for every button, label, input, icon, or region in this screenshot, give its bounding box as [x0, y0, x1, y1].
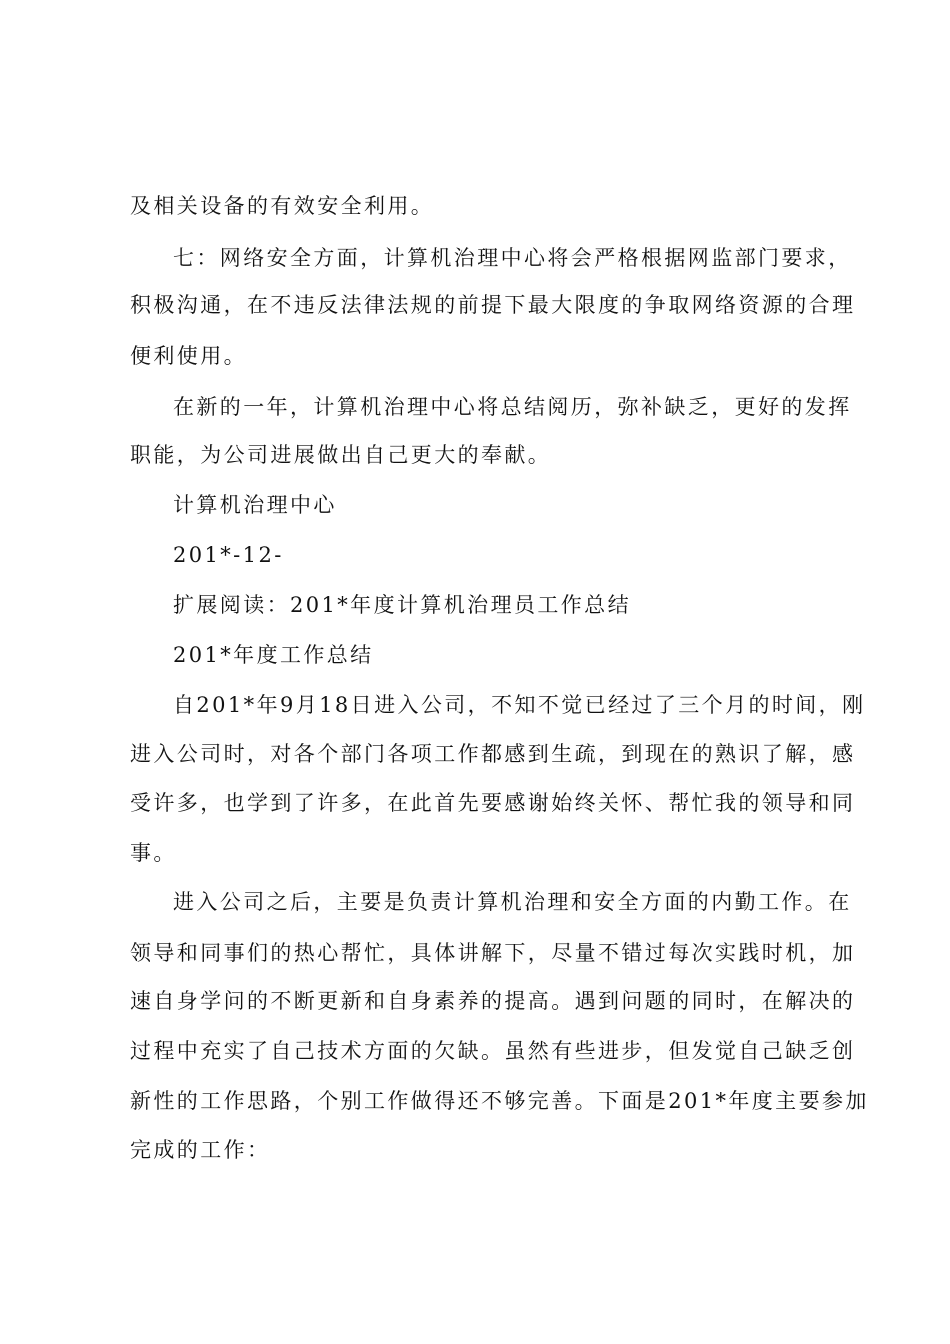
text-line: 职能，为公司进展做出自己更大的奉献。 — [130, 443, 552, 467]
section-title: 201*年度工作总结 — [173, 643, 374, 667]
text-line: 受许多，也学到了许多，在此首先要感谢始终关怀、帮忙我的领导和同 — [130, 791, 856, 815]
extended-reading-title: 扩展阅读：201*年度计算机治理员工作总结 — [173, 593, 631, 617]
text-line: 进入公司时，对各个部门各项工作都感到生疏，到现在的熟识了解，感 — [130, 742, 856, 766]
text-line: 事。 — [130, 841, 177, 865]
text-line: 领导和同事们的热心帮忙，具体讲解下，尽量不错过每次实践时机，加 — [130, 941, 856, 965]
text-line: 速自身学问的不断更新和自身素养的提高。遇到问题的同时，在解决的 — [130, 989, 856, 1013]
text-line: 进入公司之后，主要是负责计算机治理和安全方面的内勤工作。在 — [173, 890, 852, 914]
text-line: 自201*年9月18日进入公司，不知不觉已经过了三个月的时间，刚 — [173, 693, 866, 717]
date-line: 201*-12- — [173, 543, 284, 567]
text-line: 便利使用。 — [130, 344, 247, 368]
text-line: 过程中充实了自己技术方面的欠缺。虽然有些进步，但发觉自己缺乏创 — [130, 1039, 856, 1063]
text-line: 新性的工作思路，个别工作做得还不够完善。下面是201*年度主要参加 — [130, 1089, 869, 1113]
text-line: 积极沟通，在不违反法律法规的前提下最大限度的争取网络资源的合理 — [130, 293, 856, 317]
text-line: 七：网络安全方面，计算机治理中心将会严格根据网监部门要求， — [173, 246, 852, 270]
signature-line: 计算机治理中心 — [173, 493, 337, 517]
text-line: 完成的工作： — [130, 1138, 271, 1162]
text-line: 及相关设备的有效安全利用。 — [130, 194, 435, 218]
text-line: 在新的一年，计算机治理中心将总结阅历，弥补缺乏，更好的发挥 — [173, 395, 852, 419]
